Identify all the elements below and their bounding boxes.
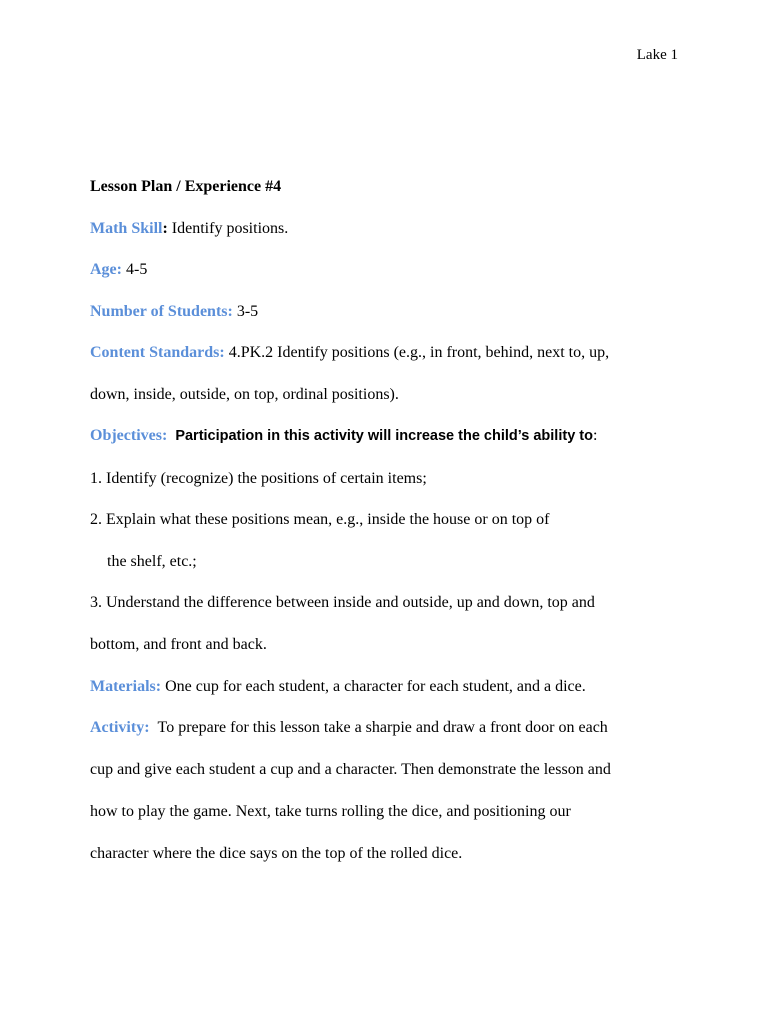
materials-value: One cup for each student, a character for each student, and a dice.: [161, 678, 586, 695]
activity-text-4: character where the dice says on the top of the rolled dice.: [90, 845, 463, 862]
activity-label: Activity:: [90, 719, 150, 736]
objectives-intro-colon: :: [592, 427, 598, 444]
running-head: Lake 1: [636, 47, 678, 63]
objective-item-2: 2. Explain what these positions mean, e.g., inside the house or on top of: [90, 511, 550, 528]
lesson-title: Lesson Plan / Experience #4: [90, 178, 282, 195]
standards-label: Content Standards:: [90, 344, 225, 361]
age-line: [90, 260, 147, 280]
math-skill-value: Identify positions.: [167, 220, 289, 237]
math-skill-label: Math Skill: [90, 220, 163, 237]
materials-line: [90, 677, 586, 697]
age-value: 4-5: [121, 261, 148, 278]
students-label: Number of Students:: [90, 303, 233, 320]
standards-text-1: 4.PK.2 Identify positions (e.g., in front, behind, next to, up,: [224, 344, 610, 361]
objectives-intro: Participation in this activity will increase the child’s ability to: [175, 428, 593, 444]
activity-text-2: cup and give each student a cup and a character. Then demonstrate the lesson and: [90, 761, 611, 778]
math-skill-line: [90, 219, 288, 239]
activity-line: [90, 718, 608, 738]
standards-text-2: down, inside, outside, on top, ordinal positions).: [90, 386, 399, 403]
math-skill-colon: :: [162, 220, 168, 237]
age-label: Age:: [90, 261, 122, 278]
objectives-label: Objectives:: [90, 427, 168, 444]
students-line: [90, 302, 258, 322]
objective-item-2-continued: the shelf, etc.;: [107, 553, 197, 570]
activity-text-1: To prepare for this lesson take a sharpie and draw a front door on each: [157, 719, 608, 736]
objective-item-3-continued: bottom, and front and back.: [90, 636, 267, 653]
students-value: 3-5: [232, 303, 259, 320]
materials-label: Materials:: [90, 678, 162, 695]
standards-line: [90, 343, 609, 363]
objective-item-3: 3. Understand the difference between inside and outside, up and down, top and: [90, 594, 595, 611]
activity-text-3: how to play the game. Next, take turns rolling the dice, and positioning our: [90, 803, 571, 820]
objectives-line: [90, 426, 597, 446]
objective-item-1: 1. Identify (recognize) the positions of certain items;: [90, 470, 427, 487]
